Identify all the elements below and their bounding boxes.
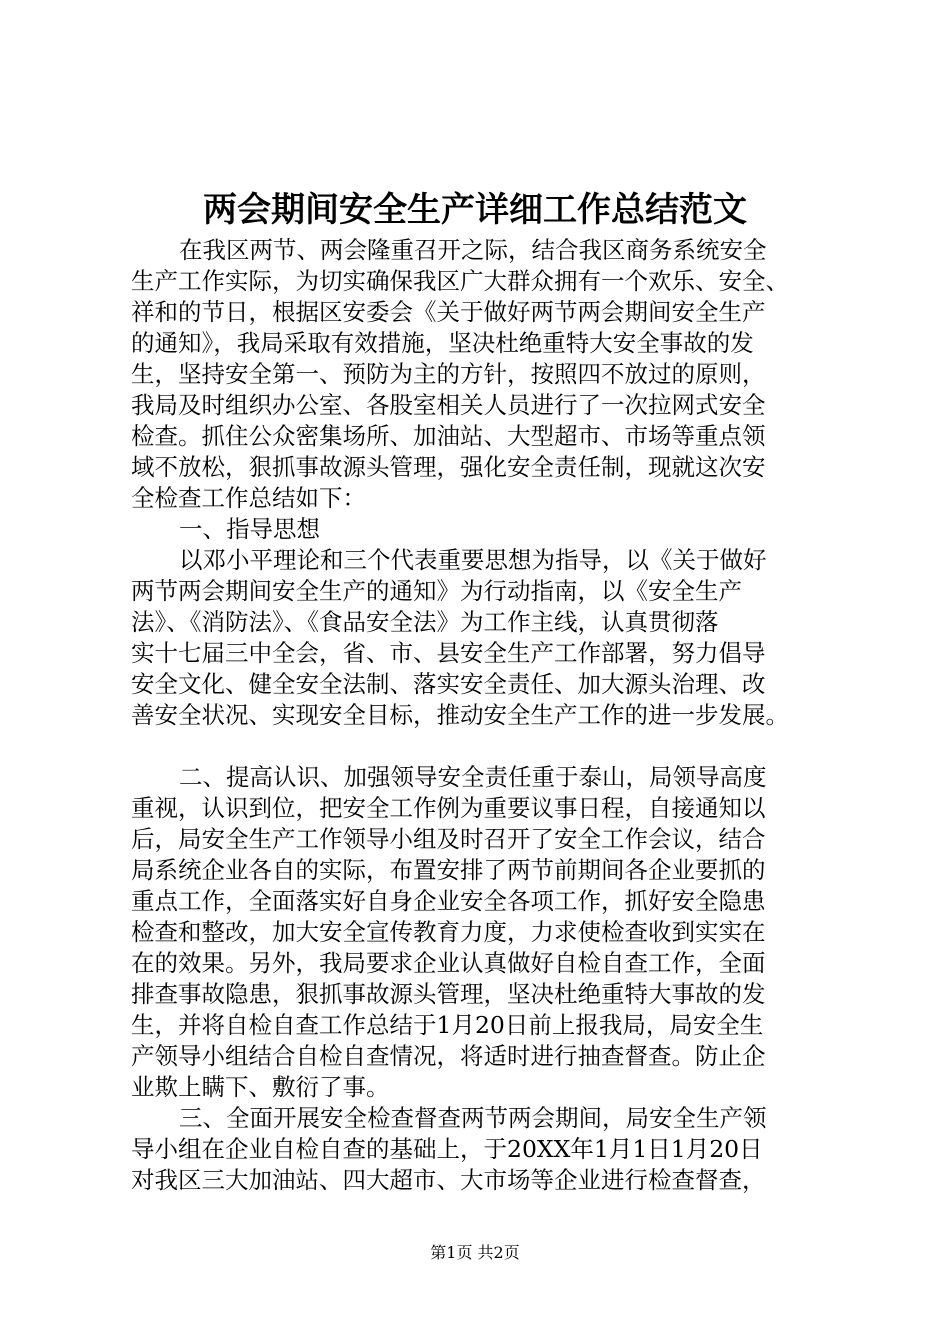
text-line: 全检查工作总结如下： xyxy=(131,484,366,512)
text-line: 在我区两节、两会隆重召开之际，结合我区商务系统安全 xyxy=(179,236,767,264)
text-line: 的通知》，我局采取有效措施，坚决杜绝重特大安全事故的发 xyxy=(131,329,754,357)
text-line: 局系统企业各自的实际，布置安排了两节前期间各企业要抓的 xyxy=(131,856,766,884)
text-line: 产领导小组结合自检自查情况，将适时进行抽查督查。防止企 xyxy=(131,1042,766,1070)
paragraph-spacer xyxy=(131,731,831,762)
text-line: 祥和的节日，根据区安委会《关于做好两节两会期间安全生产 xyxy=(131,298,766,326)
text-line: 安全文化、健全安全法制、落实安全责任、加大源头治理、改 xyxy=(131,670,766,698)
text-line: 生产工作实际，为切实确保我区广大群众拥有一个欢乐、安全、 xyxy=(131,267,789,295)
text-line: 实十七届三中全会，省、市、县安全生产工作部署，努力倡导 xyxy=(131,639,766,667)
text-line: 善安全状况、实现安全目标，推动安全生产工作的进一步发展。 xyxy=(131,701,789,729)
text-line: 排查事故隐患，狠抓事故源头管理，坚决杜绝重特大事故的发 xyxy=(131,980,766,1008)
page-footer: 第1页 共2页 xyxy=(430,1243,520,1262)
text-line: 业欺上瞒下、敷衍了事。 xyxy=(131,1073,390,1101)
text-line: 重点工作，全面落实好自身企业安全各项工作，抓好安全隐患 xyxy=(131,887,766,915)
text-line: 我局及时组织办公室、各股室相关人员进行了一次拉网式安全 xyxy=(131,391,766,419)
section-heading: 一、指导思想 xyxy=(179,515,320,543)
text-line: 生，并将自检自查工作总结于1月20日前上报我局，局安全生 xyxy=(131,1011,764,1039)
document-title: 两会期间安全生产详细工作总结范文 xyxy=(203,190,747,230)
text-line: 在的效果。另外，我局要求企业认真做好自检自查工作，全面 xyxy=(131,949,766,977)
text-line: 二、提高认识、加强领导安全责任重于泰山，局领导高度 xyxy=(179,763,767,791)
text-line: 检查。抓住公众密集场所、加油站、大型超市、市场等重点领 xyxy=(131,422,766,450)
text-line: 导小组在企业自检自查的基础上，于20XX年1月1日1月20日 xyxy=(131,1135,763,1163)
document-body xyxy=(131,235,831,1196)
text-line: 生，坚持安全第一、预防为主的方针，按照四不放过的原则， xyxy=(131,360,766,388)
text-line: 重视，认识到位，把安全工作例为重要议事日程，自接通知以 xyxy=(131,794,766,822)
text-line: 对我区三大加油站、四大超市、大市场等企业进行检查督查， xyxy=(131,1166,766,1194)
text-line: 法》、《消防法》、《食品安全法》为工作主线，认真贯彻落 xyxy=(131,608,719,636)
text-line: 检查和整改，加大安全宣传教育力度，力求使检查收到实实在 xyxy=(131,918,766,946)
text-line: 两节两会期间安全生产的通知》为行动指南，以《安全生产 xyxy=(131,577,742,605)
text-line: 以邓小平理论和三个代表重要思想为指导，以《关于做好 xyxy=(179,546,767,574)
text-line: 三、全面开展安全检查督查两节两会期间，局安全生产领 xyxy=(179,1104,767,1132)
text-line: 域不放松，狠抓事故源头管理，强化安全责任制，现就这次安 xyxy=(131,453,766,481)
text-line: 后，局安全生产工作领导小组及时召开了安全工作会议，结合 xyxy=(131,825,766,853)
